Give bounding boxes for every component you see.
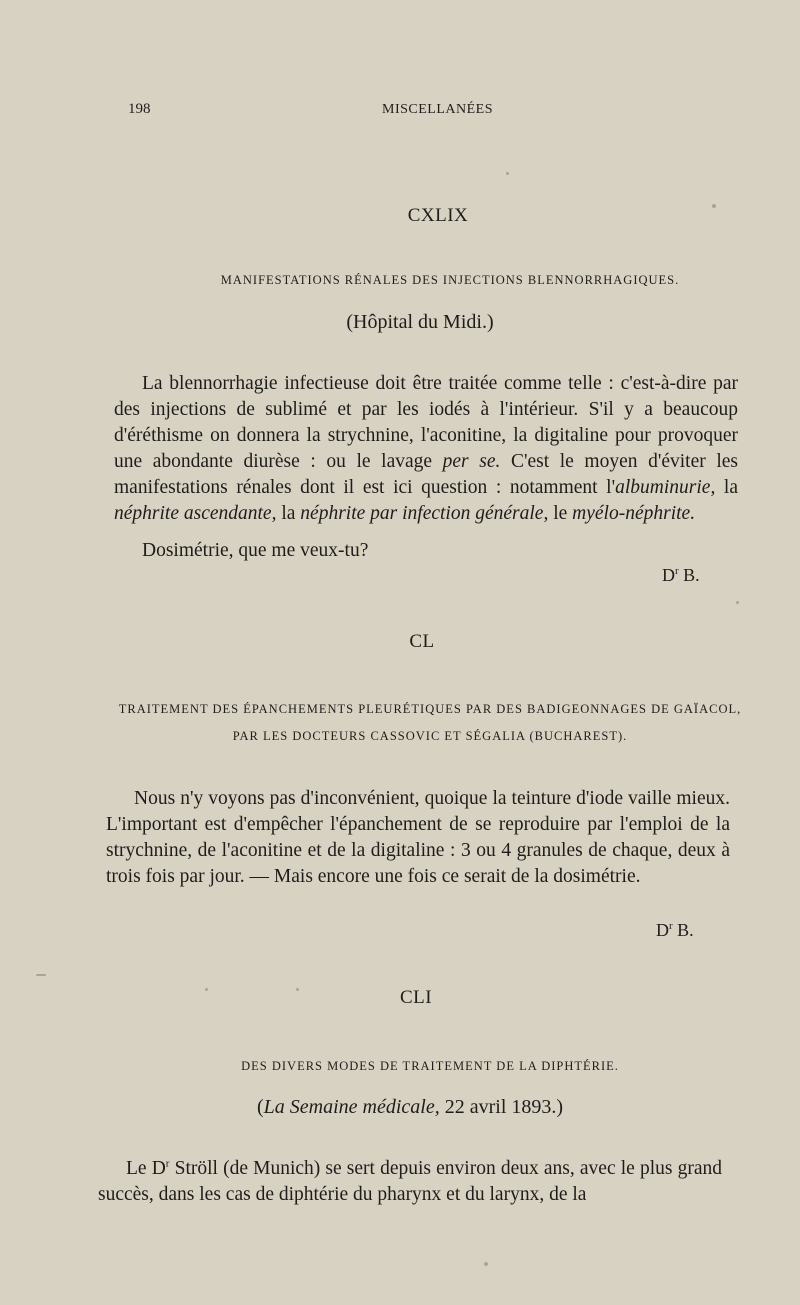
running-title: MISCELLANÉES (382, 102, 493, 117)
italic-run: néphrite ascendante, (114, 503, 277, 524)
section-source-cli (240, 1096, 580, 1119)
signature-title: D (656, 920, 669, 940)
paragraph-cxlix-1 (114, 371, 738, 527)
italic-run: per se. (442, 451, 501, 472)
section-number-cl: CL (409, 631, 435, 652)
paper-speck (736, 601, 739, 604)
paper-speck (712, 204, 716, 208)
paper-speck (205, 988, 208, 991)
text-run: La blennorrhagie infectieuse doit être traitée comme telle : c'est-à-dire par des injections de sublimé et par les iodés à l'intérieur. S'il y a beaucoup d'éréthisme on donnera la strychnine, l'aconitine, la digitaline pour provoquer une abondante diurèse : ou le lavage (114, 373, 738, 472)
paper-speck (506, 172, 509, 175)
signature-initial: B. (672, 920, 694, 940)
paragraph-cli-1 (98, 1156, 722, 1208)
section-number-cli: CLI (399, 987, 433, 1008)
paragraph-cxlix-2 (114, 538, 738, 564)
italic-run: La Semaine médicale, (263, 1096, 440, 1118)
signature-cl (656, 920, 694, 941)
text-run: Nous n'y voyons pas d'inconvénient, quoique la teinture d'iode vaille mieux. L'important est d'empêcher l'épanchement de se reproduire par l'emploi de la strychnine, de l'aconitine et de la digitaline : 3 ou 4 granules de chaque, deux à trois fois par jour. — Mais encore une fois ce serait de la dosimétrie. (106, 788, 730, 887)
text-run: la (276, 503, 301, 524)
section-title-cl-line-1: TRAITEMENT DES ÉPANCHEMENTS PLEURÉTIQUES PAR DES BADIGEONNAGES DE GAÏACOL, (118, 702, 742, 716)
text-run: le (548, 503, 573, 524)
superscript-run: r (165, 1157, 170, 1170)
text-run: C'est le moyen d'éviter les manifestations rénales dont il est ici question : notamment l' (114, 451, 738, 498)
text-run: ( (256, 1096, 264, 1118)
paragraph-cl-1 (106, 786, 730, 890)
section-number-cxlix: CXLIX (407, 205, 469, 226)
signature-title: D (662, 565, 675, 585)
section-title-cl-line-2: PAR LES DOCTEURS CASSOVIC ET SÉGALIA (BUCHAREST). (232, 729, 628, 743)
text-run: Le D (126, 1158, 166, 1179)
signature-cxlix (662, 565, 700, 586)
signature-superscript: r (675, 565, 679, 577)
text-run: Ströll (de Munich) se sert depuis environ deux ans, avec le plus grand succès, dans les cas de diphtérie du pharynx et du larynx, de la (98, 1158, 722, 1205)
page-number: 198 (128, 101, 151, 117)
text-run: la (715, 477, 738, 498)
section-title-cxlix: MANIFESTATIONS RÉNALES DES INJECTIONS BLENNORRHAGIQUES. (220, 273, 680, 287)
text-run: 22 avril 1893.) (439, 1096, 564, 1118)
text-run: Dosimétrie, que me veux-tu? (142, 540, 369, 561)
italic-run: néphrite par infection générale, (300, 503, 549, 524)
italic-run: myélo-néphrite. (572, 503, 696, 524)
signature-initial: B. (678, 565, 700, 585)
paper-speck (36, 974, 46, 976)
paper-speck (296, 988, 299, 991)
signature-superscript: r (669, 920, 673, 932)
italic-run: albuminurie, (615, 477, 716, 498)
section-title-cli: DES DIVERS MODES DE TRAITEMENT DE LA DIPHTÉRIE. (241, 1059, 619, 1073)
section-source-cxlix: (Hôpital du Midi.) (346, 311, 494, 333)
paper-speck (484, 1262, 488, 1266)
